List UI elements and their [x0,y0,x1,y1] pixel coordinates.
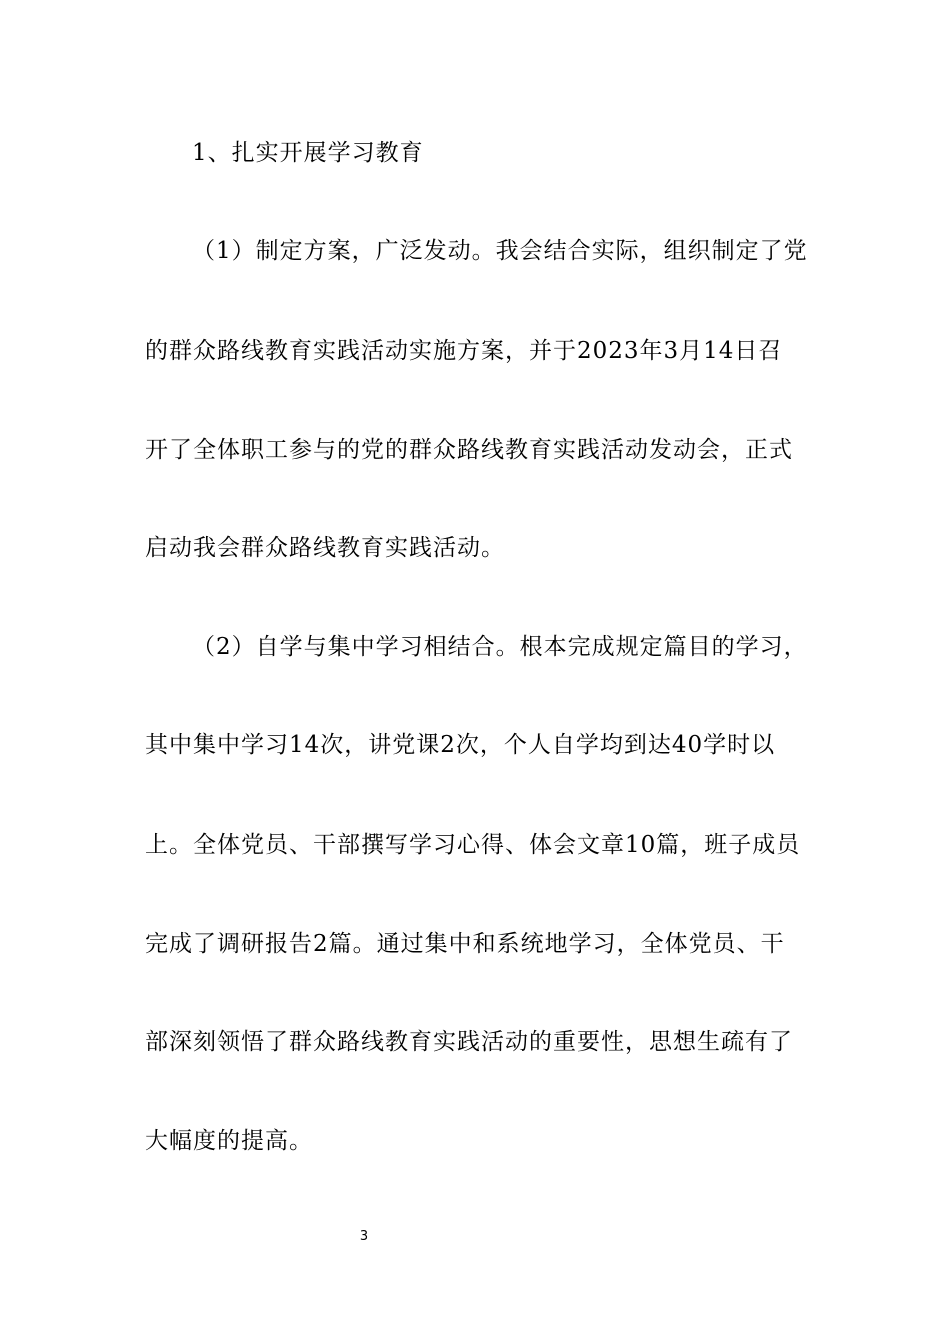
paragraph-line: 部深刻领悟了群众路线教育实践活动的重要性，思想生疏有了 [145,1029,793,1055]
paragraph-line: 启动我会群众路线教育实践活动。 [145,535,505,561]
paragraph-line: 开了全体职工参与的党的群众路线教育实践活动发动会，正式 [145,437,793,463]
paragraph-line: 大幅度的提高。 [145,1128,313,1154]
paragraph-line: 上。全体党员、干部撰写学习心得、体会文章10篇，班子成员 [145,832,801,858]
paragraph-line: 完成了调研报告2篇。通过集中和系统地学习，全体党员、干 [145,931,785,957]
paragraph-line: （2）自学与集中学习相结合。根本完成规定篇目的学习， [192,634,808,660]
paragraph-line: 的群众路线教育实践活动实施方案，并于2023年3月14日召 [145,338,783,364]
section-heading: 1、扎实开展学习教育 [192,140,424,166]
paragraph-line: 其中集中学习14次，讲党课2次，个人自学均到达40学时以 [145,732,776,758]
page-number: 3 [359,1229,369,1244]
paragraph-line: （1）制定方案，广泛发动。我会结合实际，组织制定了党 [192,238,808,264]
